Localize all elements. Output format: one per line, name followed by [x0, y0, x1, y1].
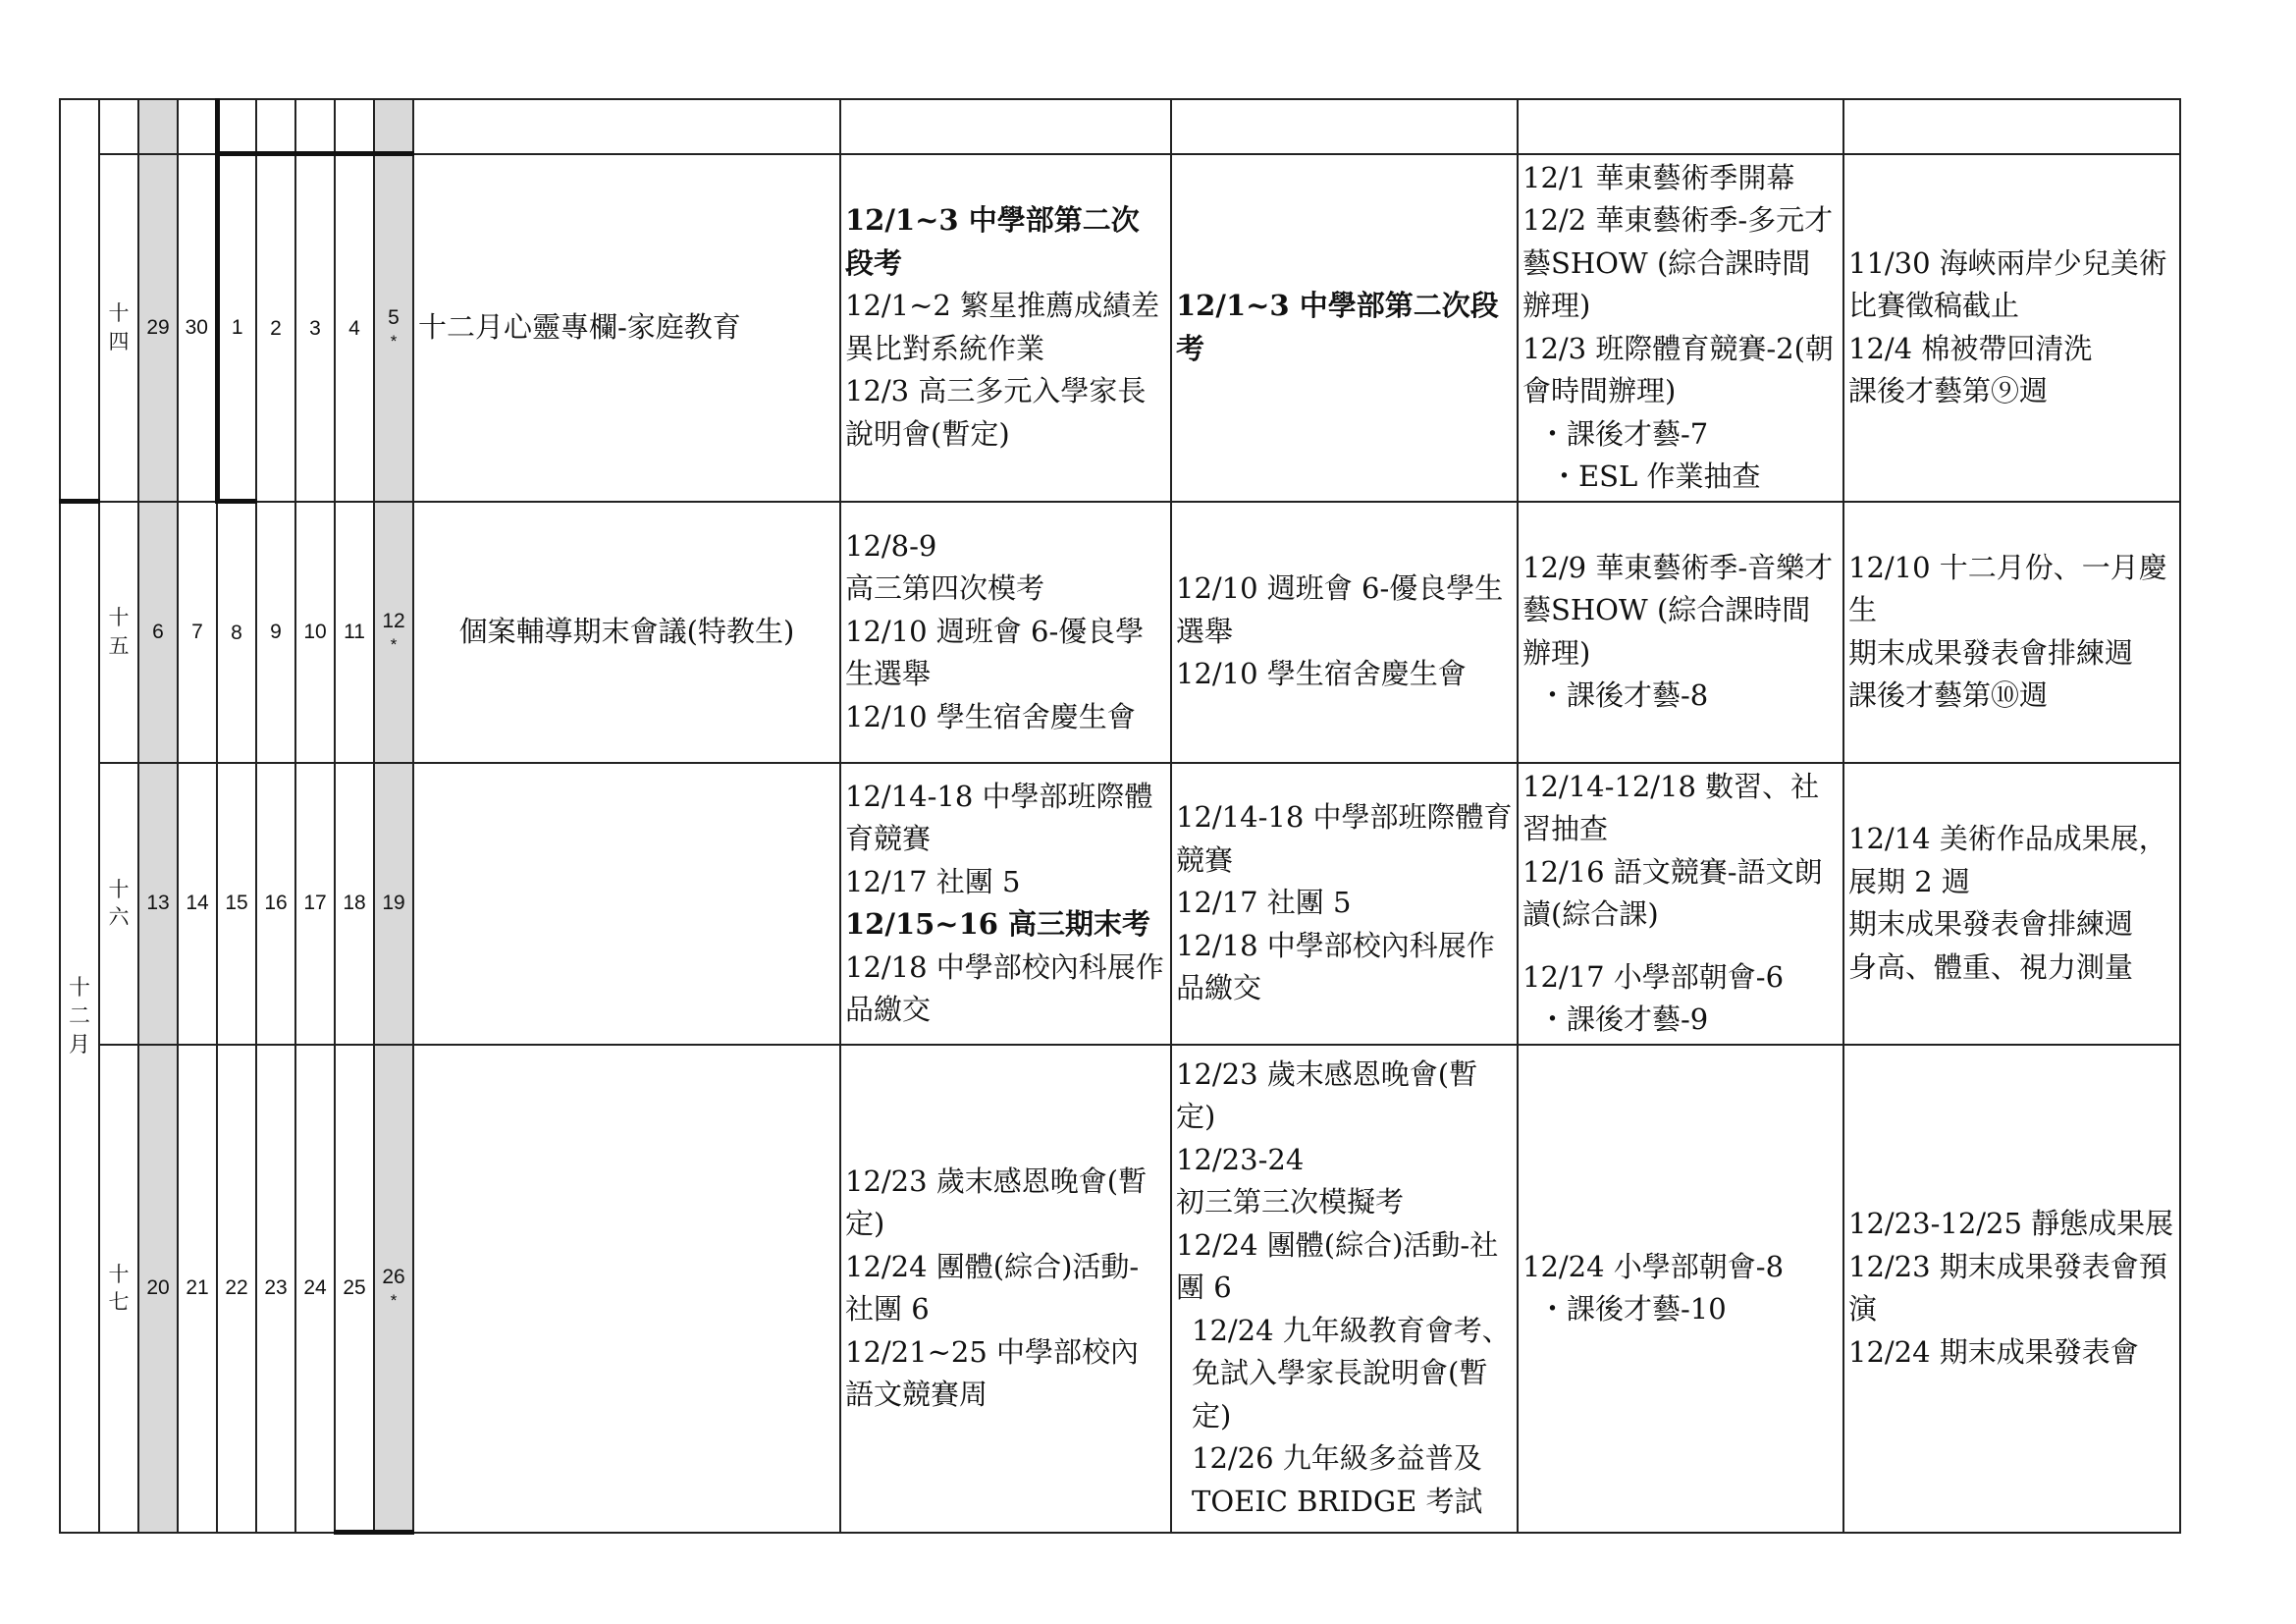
col-b-cell [1171, 1045, 1518, 1533]
event-line: 初三第三次模擬考 [1176, 1185, 1405, 1219]
day-cell: 17 [295, 763, 335, 1045]
event-line: 12/23-24 [1176, 1142, 1305, 1176]
event-line: 期末成果發表會排練週 [1848, 635, 2134, 670]
event-line: 12/14-18 中學部班際體育競賽 [1176, 800, 1513, 877]
week-row [60, 502, 2180, 763]
event-line: 12/24 期末成果發表會 [1848, 1334, 2139, 1369]
col-a-cell [840, 154, 1171, 502]
col-d-cell [1843, 763, 2180, 1045]
week-header-cell [99, 99, 138, 154]
event-line: 課後才藝第⑨週 [1848, 374, 2049, 407]
col-a-cell [840, 763, 1171, 1045]
col-a-header-cell [840, 99, 1171, 154]
day-cell: 6 [138, 502, 178, 763]
event-line: 12/23 歲末感恩晚會(暫定) [1176, 1056, 1478, 1134]
event-line: 12/17 小學部朝會-6 [1522, 959, 1785, 994]
event-line: 12/18 中學部校內科展作品繳交 [845, 949, 1164, 1026]
day-cell: 13 [138, 763, 178, 1045]
week-row [60, 763, 2180, 1045]
day-header-cell [256, 99, 295, 154]
day-cell [374, 1045, 413, 1533]
month-cell-upper [60, 99, 99, 502]
day-cell: 4 [335, 154, 374, 502]
header-row [60, 99, 2180, 154]
topic-header-cell [413, 99, 840, 154]
topic-cell [413, 1045, 840, 1533]
day-cell [374, 154, 413, 502]
event-line: ・ESL 作業抽查 [1550, 460, 1761, 493]
event-line: 12/14-12/18 數習、社習抽查 [1522, 769, 1820, 845]
event-line: 12/24 九年級教育會考、免試入學家長說明會(暫定) [1192, 1313, 1511, 1433]
event-line: 12/3 班際體育競賽-2(朝會時間辦理) [1522, 331, 1834, 407]
event-line: ・課後才藝-10 [1538, 1292, 1727, 1326]
day-cell: 9 [256, 502, 295, 763]
topic-cell [413, 763, 840, 1045]
day-cell: 15 [217, 763, 256, 1045]
event-line: 12/10 學生宿舍慶生會 [1176, 657, 1467, 691]
event-line: ・課後才藝-9 [1538, 1002, 1709, 1036]
day-cell: 21 [178, 1045, 217, 1533]
event-line: 身高、體重、視力測量 [1848, 949, 2134, 984]
day-cell: 8 [217, 502, 256, 763]
day-cell: 24 [295, 1045, 335, 1533]
col-c-cell [1518, 502, 1843, 763]
event-line: ・課後才藝-7 [1538, 416, 1709, 451]
event-line: 12/14-18 中學部班際體育競賽 [845, 779, 1153, 855]
day-cell: 22 [217, 1045, 256, 1533]
day-number: 12 [382, 609, 405, 632]
day-cell: 3 [295, 154, 335, 502]
col-b-header-cell [1171, 99, 1518, 154]
week-row [60, 1045, 2180, 1533]
event-line: ・課後才藝-8 [1538, 678, 1709, 712]
holiday-mark: * [390, 1290, 398, 1310]
day-header-cell [374, 99, 413, 154]
day-cell: 20 [138, 1045, 178, 1533]
event-line: 12/8-9 [845, 528, 937, 563]
event-line: 12/3 高三多元入學家長說明會(暫定) [845, 374, 1147, 451]
day-cell: 30 [178, 154, 217, 502]
event-line: 12/15~16 高三期末考 [845, 907, 1151, 941]
day-header-cell [138, 99, 178, 154]
col-d-header-cell [1843, 99, 2180, 154]
event-line: 12/23 歲末感恩晚會(暫定) [845, 1164, 1148, 1240]
col-c-header-cell [1518, 99, 1843, 154]
event-line: 12/9 華東藝術季-音樂才藝SHOW (綜合課時間辦理) [1522, 550, 1834, 670]
event-line: 12/23 期末成果發表會預演 [1848, 1249, 2167, 1326]
week-number: 十 四 [99, 154, 138, 502]
week-number: 十 七 [99, 1045, 138, 1533]
event-line: 12/1 華東藝術季開幕 [1522, 160, 1795, 194]
day-cell: 14 [178, 763, 217, 1045]
event-line: 課後才藝第⑩週 [1848, 678, 2049, 712]
day-cell: 23 [256, 1045, 295, 1533]
col-c-cell [1518, 154, 1843, 502]
event-line: 12/1~3 中學部第二次段考 [1176, 289, 1499, 365]
day-cell: 29 [138, 154, 178, 502]
event-line: 12/1~2 繁星推薦成績差異比對系統作業 [845, 289, 1160, 365]
event-line: 12/1~3 中學部第二次段考 [845, 203, 1140, 280]
holiday-mark: * [390, 331, 398, 351]
event-line: 12/21~25 中學部校內語文競賽周 [845, 1334, 1139, 1411]
event-line: 12/24 團體(綜合)活動-社團 6 [845, 1249, 1140, 1326]
col-d-cell [1843, 1045, 2180, 1533]
day-cell: 16 [256, 763, 295, 1045]
day-number: 5 [388, 305, 400, 329]
topic-cell: 十二月心靈專欄-家庭教育 [413, 154, 840, 502]
day-cell: 10 [295, 502, 335, 763]
event-line: 12/26 九年級多益普及 TOEIC BRIDGE 考試 [1192, 1441, 1483, 1518]
event-line: 12/14 美術作品成果展，展期 2 週 [1848, 822, 2167, 898]
event-line: 12/18 中學部校內科展作品繳交 [1176, 928, 1495, 1005]
event-line: 12/17 社團 5 [1176, 886, 1352, 920]
day-cell: 7 [178, 502, 217, 763]
col-a-cell [840, 502, 1171, 763]
day-cell: 1 [217, 154, 256, 502]
event-line: 12/16 語文競賽-語文朗讀(綜合課) [1522, 854, 1823, 931]
day-cell [374, 763, 413, 1045]
topic-cell: 個案輔導期末會議(特教生) [413, 502, 840, 763]
event-line: 12/17 社團 5 [845, 864, 1021, 898]
week-number: 十 五 [99, 502, 138, 763]
event-line: 12/24 團體(綜合)活動-社團 6 [1176, 1227, 1499, 1305]
day-number: 19 [382, 892, 405, 915]
day-header-cell [335, 99, 374, 154]
day-cell: 11 [335, 502, 374, 763]
day-cell: 2 [256, 154, 295, 502]
calendar-table [59, 98, 2181, 1535]
event-line: 12/10 十二月份、一月慶生 [1848, 550, 2167, 626]
week-number: 十 六 [99, 763, 138, 1045]
event-line: 12/10 週班會 6-優良學生選舉 [1176, 571, 1504, 648]
event-line: 12/10 週班會 6-優良學生選舉 [845, 614, 1145, 691]
holiday-mark: * [390, 635, 398, 655]
col-a-cell [840, 1045, 1171, 1533]
day-header-cell [217, 99, 256, 154]
day-header-cell [178, 99, 217, 154]
col-c-cell [1518, 1045, 1843, 1533]
day-cell [374, 502, 413, 763]
day-number: 26 [382, 1265, 405, 1288]
event-line: 12/10 學生宿舍慶生會 [845, 699, 1136, 733]
col-b-cell [1171, 763, 1518, 1045]
col-b-cell [1171, 154, 1518, 502]
col-d-cell [1843, 502, 2180, 763]
event-line: 12/24 小學部朝會-8 [1522, 1249, 1785, 1283]
week-row [60, 154, 2180, 502]
col-b-cell [1171, 502, 1518, 763]
event-line: 12/2 華東藝術季-多元才藝SHOW (綜合課時間辦理) [1522, 203, 1834, 322]
event-line: 12/23-12/25 靜態成果展 [1848, 1207, 2174, 1240]
event-line: 11/30 海峽兩岸少兒美術比賽徵稿截止 [1848, 245, 2167, 322]
event-line: 期末成果發表會排練週 [1848, 907, 2134, 941]
event-line: 12/4 棉被帶回清洗 [1848, 331, 2093, 365]
month-label: 十 二 月 [60, 502, 99, 1533]
day-header-cell [295, 99, 335, 154]
event-line: 高三第四次模考 [845, 571, 1045, 606]
day-cell: 25 [335, 1045, 374, 1533]
col-c-cell [1518, 763, 1843, 1045]
col-d-cell [1843, 154, 2180, 502]
day-cell: 18 [335, 763, 374, 1045]
